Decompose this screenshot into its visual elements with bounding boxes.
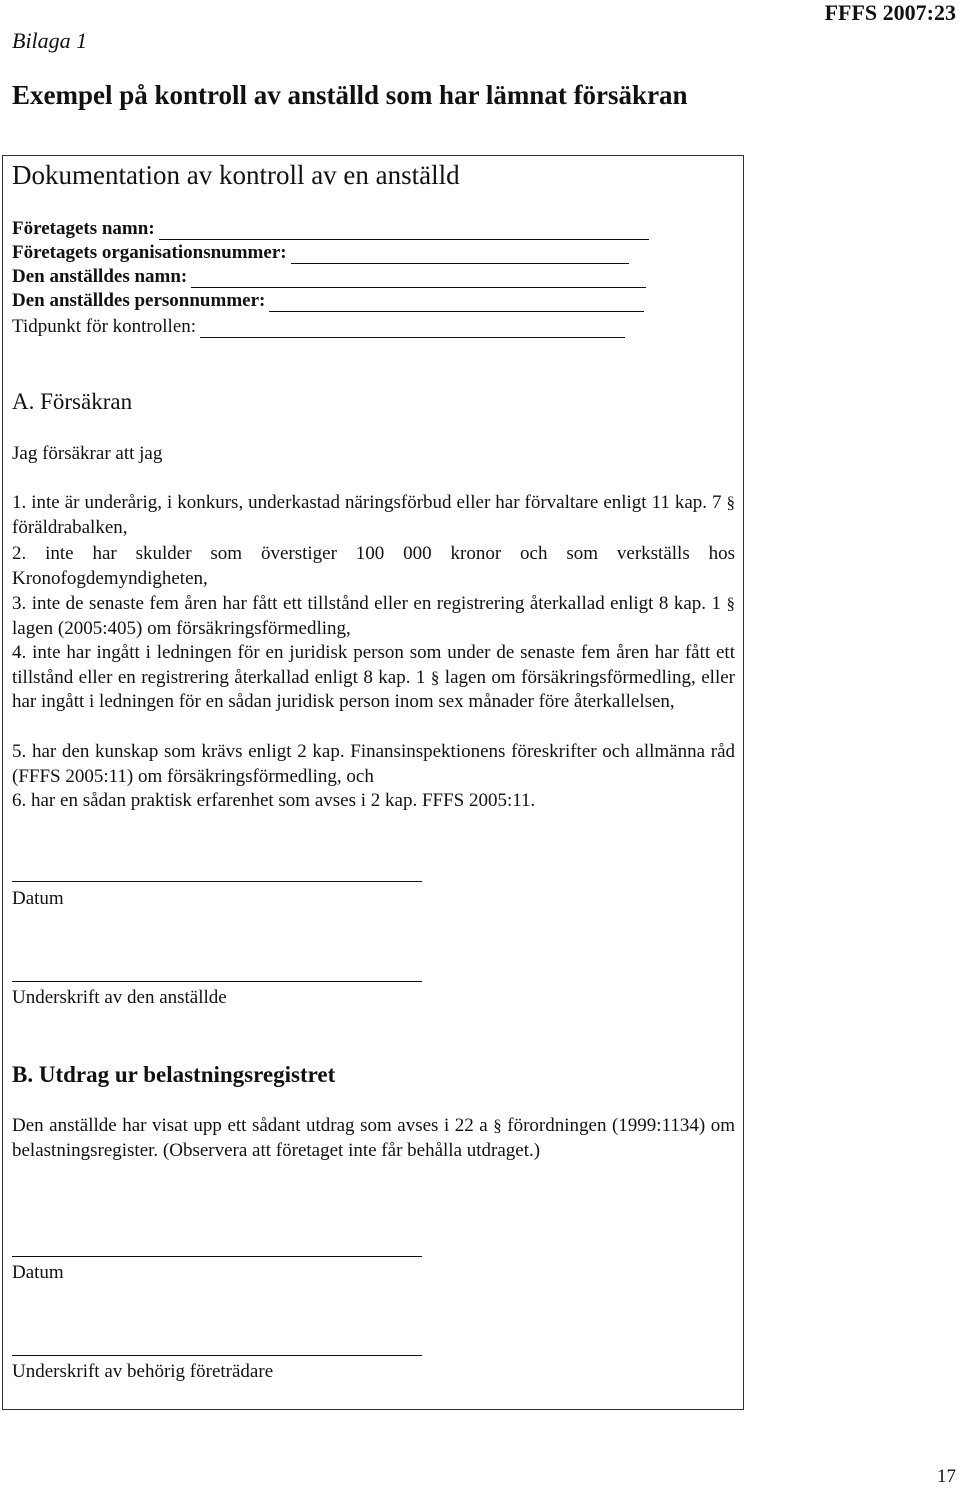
representative-signature-label: Underskrift av behörig företrädare	[12, 1361, 274, 1382]
declaration-item: 3. inte de senaste fem åren har fått ett tillstånd eller en registrering återkallad enligt 8 kap. 1 § lagen (2005:405) om försäkringsförmedling,	[12, 593, 735, 639]
paragraph-symbol: §	[493, 1116, 502, 1135]
regulation-code: FFFS 2007:23	[824, 0, 956, 25]
paragraph-symbol: §	[430, 667, 440, 687]
employee-signature-line[interactable]	[12, 981, 422, 982]
form-title: Dokumentation av kontroll av en anställd	[12, 160, 460, 190]
date-signature-line[interactable]	[12, 1256, 422, 1257]
representative-signature-line[interactable]	[12, 1355, 422, 1356]
declaration-item: 1. inte är underårig, i konkurs, underkastad näringsförbud eller har förvaltare enligt 11 kap. 7 § föräldrabalken,	[12, 492, 735, 538]
field-label: Företagets namn:	[12, 218, 155, 239]
field-org-number	[12, 242, 629, 264]
fill-in-line[interactable]	[159, 221, 649, 240]
declaration-item: 4. inte har ingått i ledningen för en juridisk person som under de senaste fem åren har fått ett tillstånd eller en registrering återkallad enligt 8 kap. 1 § lagen om försäkringsförmedling, eller har ingått i ledningen för en sådan juridisk person inom sex månader före återkallelsen,	[12, 642, 735, 712]
field-label: Den anställdes personnummer:	[12, 290, 266, 311]
field-employee-name	[12, 266, 646, 288]
employee-signature-label: Underskrift av den anställde	[12, 987, 227, 1008]
field-check-time	[12, 316, 625, 338]
field-label: Tidpunkt för kontrollen:	[12, 316, 197, 337]
field-label: Den anställdes namn:	[12, 266, 188, 287]
fill-in-line[interactable]	[269, 293, 644, 312]
paragraph-symbol: §	[726, 493, 735, 512]
page-title: Exempel på kontroll av anställd som har lämnat försäkran	[12, 80, 688, 110]
section-a-intro: Jag försäkrar att jag	[12, 443, 163, 464]
fill-in-line[interactable]	[200, 319, 625, 338]
date-signature-line[interactable]	[12, 881, 422, 882]
section-a-heading: A. Försäkran	[12, 389, 133, 414]
declaration-item: 2. inte har skulder som överstiger 100 000 kronor och som verkställs hos Kronofogdemyndigheten,	[12, 543, 735, 589]
fill-in-line[interactable]	[291, 245, 629, 264]
field-label: Företagets organisationsnummer:	[12, 242, 287, 263]
section-b-text: Den anställde har visat upp ett sådant utdrag som avses i 22 a § förordningen (1999:1134) om belastningsregister. (Observera att företaget inte får behålla utdraget.)	[12, 1115, 736, 1161]
section-b-heading: B. Utdrag ur belastningsregistret	[12, 1062, 336, 1087]
field-company-name	[12, 218, 649, 240]
field-personal-number	[12, 290, 644, 312]
date-label: Datum	[12, 888, 64, 909]
declaration-item: 5. har den kunskap som krävs enligt 2 kap. Finansinspektionens föreskrifter och allmänna råd (FFFS 2005:11) om försäkringsförmedling, och	[12, 741, 735, 787]
paragraph-symbol: §	[726, 594, 735, 613]
date-label: Datum	[12, 1262, 64, 1283]
page-number: 17	[937, 1466, 956, 1487]
fill-in-line[interactable]	[191, 269, 646, 288]
declaration-item: 6. har en sådan praktisk erfarenhet som avses i 2 kap. FFFS 2005:11.	[12, 790, 536, 811]
annex-label: Bilaga 1	[12, 28, 88, 53]
